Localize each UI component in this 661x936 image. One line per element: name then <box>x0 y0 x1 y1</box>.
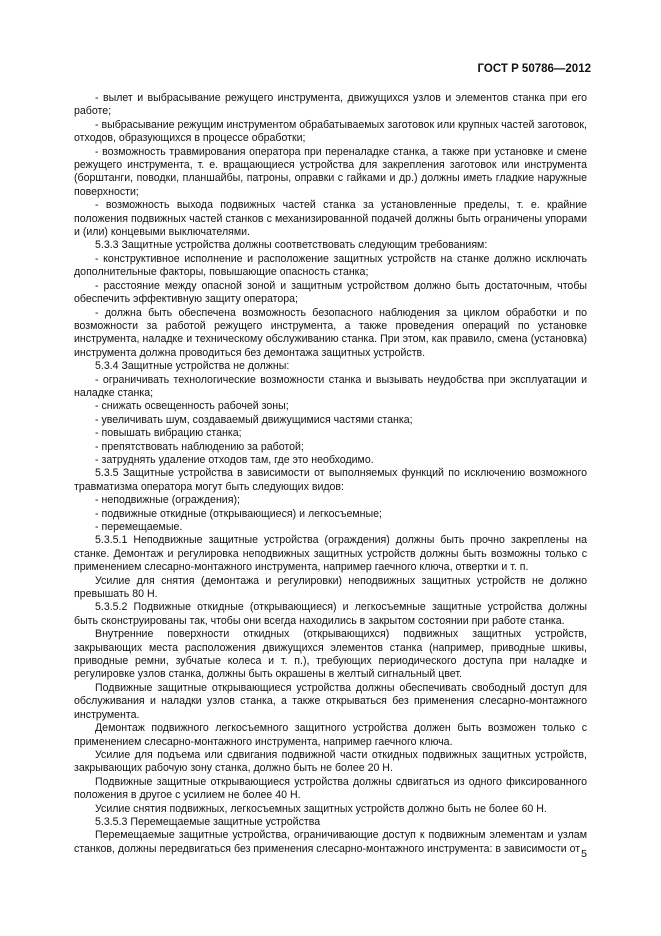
paragraph: - неподвижные (ограждения); <box>95 494 240 507</box>
paragraph: Внутренние поверхности откидных (открывающихся) подвижных защитных устройств, закрывающих места расположения движущихся элементов станка (например, приводные шкивы, приводные ремни, зубчатые колеса и т. п.), требующих периодического доступа при наладке и регулировке узлов станка, должны быть окрашены в желтый сигнальный цвет. <box>74 628 587 681</box>
paragraph: Усилие для подъема или сдвигания подвижной части откидных подвижных защитных устройств, закрывающих рабочую зону станка, должно быть не более 20 Н. <box>74 748 587 775</box>
paragraph: - снижать освещенность рабочей зоны; <box>95 400 289 413</box>
paragraph: - выбрасывание режущим инструментом обрабатываемых заготовок или крупных частей заготовок, отходов, образующихся в процессе обработки; <box>74 118 587 145</box>
paragraph: - расстояние между опасной зоной и защитным устройством должно быть достаточным, чтобы обеспечить эффективную защиту оператора; <box>74 279 587 306</box>
paragraph: Демонтаж подвижного легкосъемного защитного устройства должен быть возможен только с применением слесарно-монтажного инструмента, например гаечного ключа. <box>74 722 587 748</box>
paragraph: Подвижные защитные открывающиеся устройства должны обеспечивать свободный доступ для обслуживания и наладки узлов станка, а также открываться без применения слесарно-монтажного инструмента. <box>74 681 587 721</box>
paragraph: - вылет и выбрасывание режущего инструмента, движущихся узлов и элементов станка при его работе; <box>74 92 587 118</box>
paragraph: - конструктивное исполнение и расположение защитных устройств на станке должно исключать дополнительные факторы, повышающие опасность станка; <box>74 252 587 279</box>
document-body <box>74 92 587 856</box>
paragraph: - перемещаемые. <box>95 521 183 533</box>
paragraph: Усилие для снятия (демонтажа и регулировки) неподвижных защитных устройств не должно превышать 80 Н. <box>74 574 587 601</box>
section-heading: 5.3.4 Защитные устройства не должны: <box>95 360 290 373</box>
paragraph: - возможность выхода подвижных частей станка за установленные пределы, т. е. крайние положения подвижных частей станков с механизированной подачей должны быть ограничены упорами и (или) концевыми выключателями. <box>74 199 587 239</box>
paragraph: - возможность травмирования оператора при переналадке станка, а также при установке и смене режущего инструмента, т. е. вращающиеся устройства для закрепления заготовок или инструмента (борштанги, поводки, планшайбы, патроны, оправки с гайками и др.) должны иметь гладкие наружные поверхности; <box>74 145 587 198</box>
page-number: 5 <box>581 848 587 860</box>
paragraph: - затруднять удаление отходов там, где это необходимо. <box>95 453 374 466</box>
paragraph: Усилие снятия подвижных, легкосъемных защитных устройств должно быть не более 60 Н. <box>95 802 547 815</box>
paragraph: Подвижные защитные открывающиеся устройства должны сдвигаться из одного фиксированного положения в другое с усилием не более 40 Н. <box>74 775 587 802</box>
standard-header: ГОСТ Р 50786—2012 <box>477 63 591 75</box>
section-heading: 5.3.5.2 Подвижные откидные (открывающиеся) и легкосъемные защитные устройства должны быть сконструированы так, чтобы они всегда находились в закрытом состоянии при работе станка. <box>74 601 587 627</box>
paragraph: - ограничивать технологические возможности станка и вызывать неудобства при эксплуатации и наладке станка; <box>74 373 587 399</box>
section-heading: 5.3.5.1 Неподвижные защитные устройства (ограждения) должны быть прочно закреплены на станке. Демонтаж и регулировка неподвижных защитных устройств должны быть возможны только с применением слесарно-монтажного инструмента, например гаечного ключа, отвертки и т. п. <box>74 534 587 574</box>
section-heading: 5.3.5.3 Перемещаемые защитные устройства <box>95 815 321 828</box>
paragraph: - подвижные откидные (открывающиеся) и легкосъемные; <box>95 507 382 520</box>
paragraph: - повышать вибрацию станка; <box>95 427 242 440</box>
section-heading: 5.3.3 Защитные устройства должны соответствовать следующим требованиям: <box>95 239 488 252</box>
paragraph: Перемещаемые защитные устройства, ограничивающие доступ к подвижным элементам и узлам станков, должны передвигаться без применения слесарно-монтажного инструмента: в зависимости от <box>74 829 587 855</box>
paragraph: - увеличивать шум, создаваемый движущимися частями станка; <box>95 413 413 426</box>
paragraph: - препятствовать наблюдению за работой; <box>95 440 304 453</box>
paragraph: - должна быть обеспечена возможность безопасного наблюдения за циклом обработки и по возможности за работой режущего инструмента, а также проведения операций по установке инструмента, наладке и техническому обслуживанию станка. При этом, как правило, смена (установка) инструмента должна проводиться без демонтажа защитных устройств. <box>74 306 587 359</box>
section-heading: 5.3.5 Защитные устройства в зависимости от выполняемых функций по исключению возможного травматизма оператора могут быть следующих видов: <box>74 467 587 493</box>
